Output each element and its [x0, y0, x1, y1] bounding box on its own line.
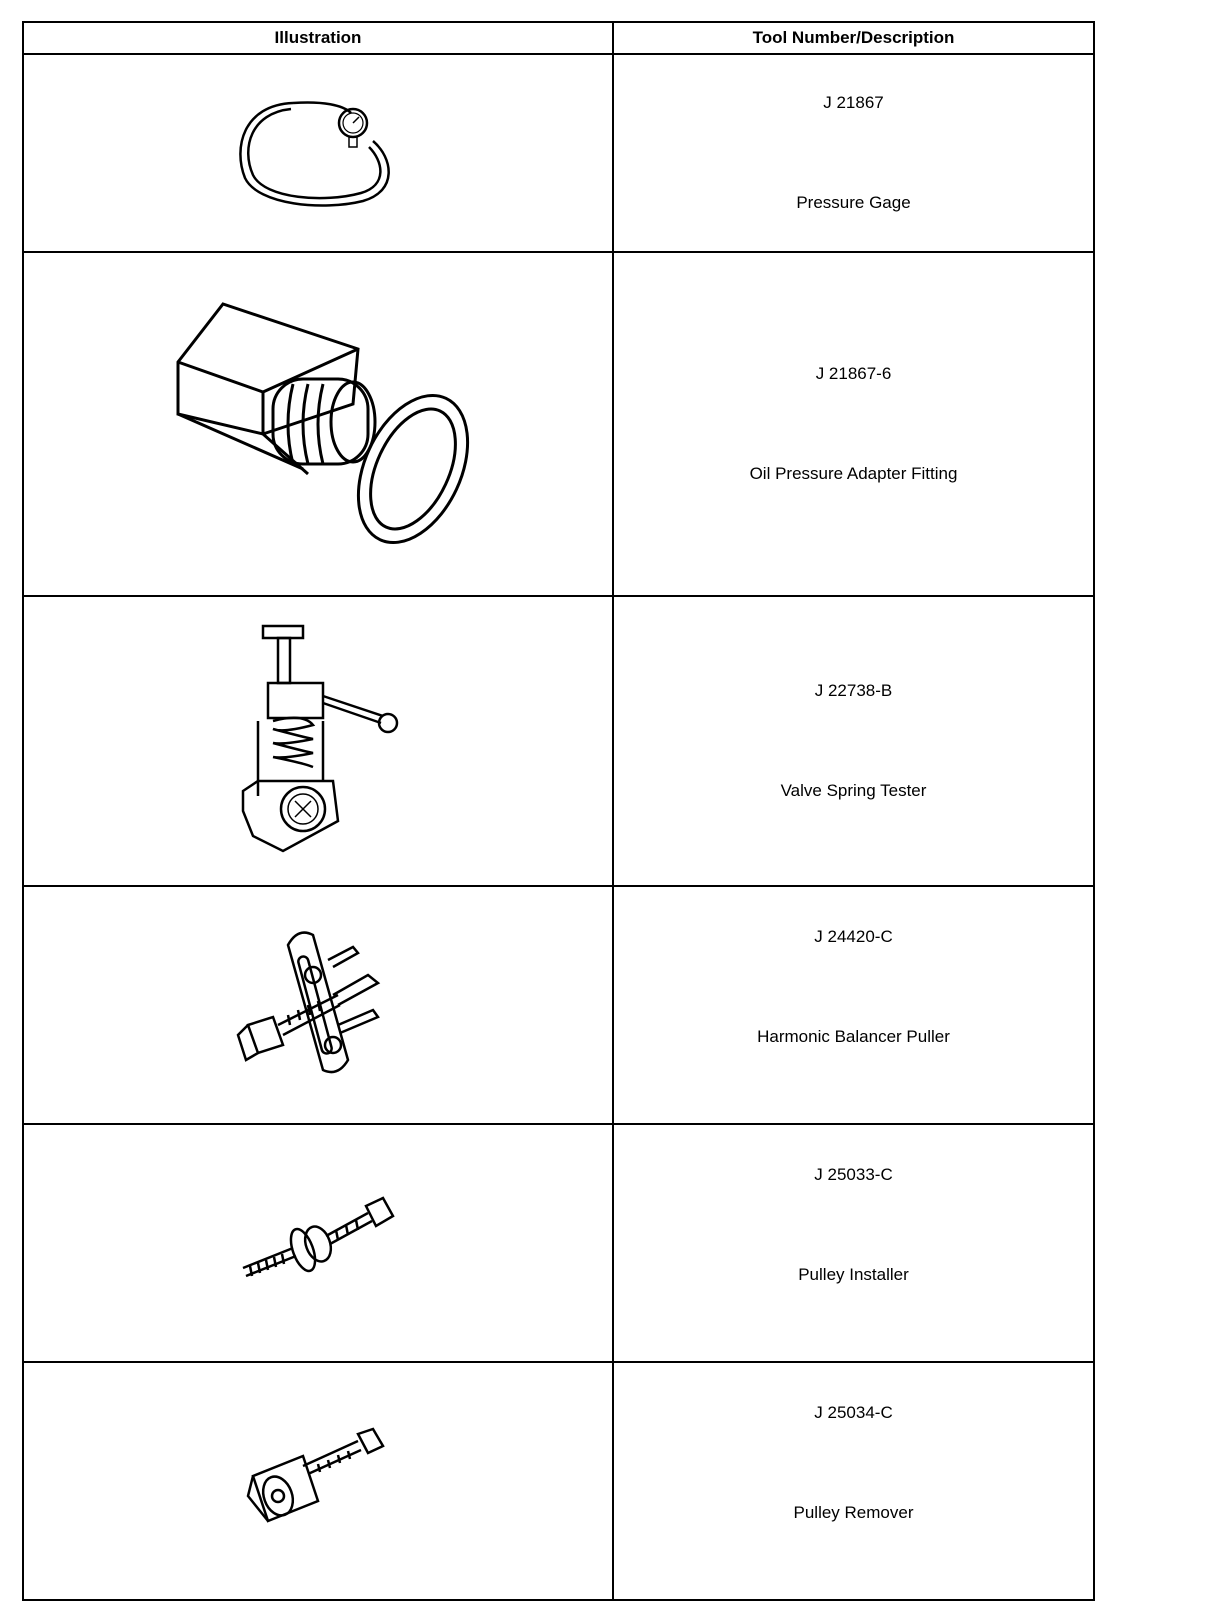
description-cell [613, 886, 1094, 1124]
illustration-cell [23, 1124, 613, 1362]
balancer-puller-icon [228, 925, 408, 1085]
special-tools-table [22, 21, 1095, 1601]
table-row [23, 1362, 1094, 1600]
description-cell [613, 596, 1094, 886]
valve-spring-tester-icon [233, 621, 403, 861]
tool-number: J 22738-B [814, 681, 893, 700]
tool-number: J 21867 [823, 93, 884, 112]
description-cell [613, 1362, 1094, 1600]
illustration-cell [23, 886, 613, 1124]
tool-number: J 25033-C [814, 1165, 893, 1184]
header-tool-number-description: Tool Number/Description [613, 22, 1094, 54]
tool-number: J 25034-C [814, 1403, 893, 1422]
description-cell [613, 54, 1094, 252]
illustration-cell [23, 596, 613, 886]
table-row [23, 252, 1094, 596]
tool-description: Pulley Installer [798, 1265, 909, 1284]
tool-description: Valve Spring Tester [780, 781, 927, 800]
table-row [23, 596, 1094, 886]
table-header-row [23, 22, 1094, 54]
table-row [23, 54, 1094, 252]
tool-description: Harmonic Balancer Puller [757, 1027, 950, 1046]
pressure-gage-icon [233, 93, 403, 213]
table-row [23, 886, 1094, 1124]
table-row [23, 1124, 1094, 1362]
tool-description: Pulley Remover [793, 1503, 914, 1522]
pulley-installer-icon [238, 1188, 398, 1298]
illustration-cell [23, 1362, 613, 1600]
illustration-cell [23, 54, 613, 252]
header-illustration: Illustration [23, 22, 613, 54]
pulley-remover-icon [243, 1426, 393, 1536]
tool-number: J 24420-C [814, 927, 893, 946]
description-cell [613, 252, 1094, 596]
illustration-cell [23, 252, 613, 596]
description-cell [613, 1124, 1094, 1362]
adapter-fitting-icon [163, 294, 473, 554]
tool-description: Oil Pressure Adapter Fitting [749, 464, 958, 483]
tool-number: J 21867-6 [815, 364, 892, 383]
tool-description: Pressure Gage [796, 193, 911, 212]
